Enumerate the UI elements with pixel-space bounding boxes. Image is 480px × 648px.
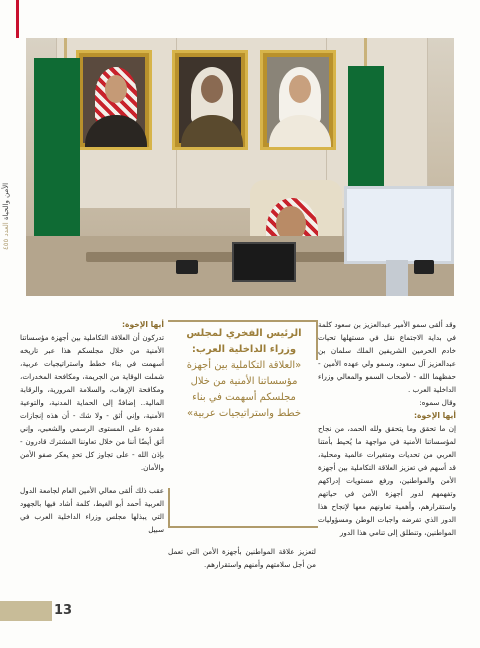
desk-phone-right — [414, 260, 434, 274]
right-paragraph-3: إن ما تحقق وما يتحقق ولله الحمد، من نجاح لمؤسساتنا الأمنية في مواجهة ما يُحيط بأمتنا العربي من تحديات ومتغيرات عالمية ومحلية، قد أسهم في تعزيز العلاقة التكاملية بين أجهزة الأمن والمواطنين، ورفع مستويات إدراكهم وتفهمهم لدور أجهزة الأمن في حياتهم واستقرارهم، وأهمية تعاونهم معها لإنجاح هذا الدور الذي تفرضه واجبات الوطن ومسؤوليات المواطنين، وتنطلق إلى تنامي هذا الدور — [318, 424, 456, 537]
left-paragraph-2: عقب ذلك ألقى معالي الأمين العام لجامعة الدول العربية أحمد أبو الغيط، كلمة أشاد فيها بالجهود التي يبذلها مجلس وزراء الداخلية العرب في سبيل — [20, 486, 164, 534]
middle-paragraph: لتعزيز علاقة المواطنين بأجهزة الأمن التي تعمل من أجل سلامتهم وأمنهم واستقرارهم. — [168, 547, 316, 569]
left-heading: أيها الإخوة: — [122, 320, 164, 329]
right-paragraph-2: وقال سموه: — [419, 398, 456, 407]
imac-stand — [386, 260, 408, 296]
imac-monitor — [344, 186, 454, 264]
left-column — [20, 318, 164, 536]
portrait-right — [260, 50, 336, 150]
issue-number: العدد ٤٥٥ — [2, 222, 10, 250]
side-red-bar — [16, 0, 19, 38]
quote-text: «العلاقة التكاملية بين أجهزة مؤسساتنا الأمنية من خلال مجلسكم أسهمت في بناء خطط واستراتيجيات عربية» — [186, 360, 302, 419]
right-heading: أيها الإخوة: — [414, 411, 456, 420]
running-header-text — [2, 150, 16, 250]
magazine-title: الأمن والحياة — [2, 182, 10, 220]
right-column — [318, 318, 456, 539]
page-number: 13 — [54, 603, 73, 618]
saudi-flag-right — [348, 66, 384, 206]
middle-column-text — [168, 545, 316, 571]
page-number-bar — [0, 601, 52, 621]
meeting-photo — [26, 38, 454, 296]
portrait-center — [172, 50, 248, 150]
portrait-left — [76, 50, 152, 150]
desk-monitor — [232, 242, 296, 282]
right-paragraph-1: وقد ألقى سمو الأمير عبدالعزيز بن سعود كلمة في بداية الاجتماع نقل في مستهلها تحيات خادم الحرمين الشريفين الملك سلمان بن عبدالعزيز آل سعود، وسمو ولي عهده الأمين - حفظهما الله - لأصحاب السمو والمعالي وزراء الداخلية العرب . — [318, 320, 456, 394]
pull-quote — [168, 320, 318, 528]
side-running-header — [0, 0, 20, 648]
left-paragraph-1: تدركون أن العلاقة التكاملية بين أجهزة مؤسساتنا الأمنية من خلال مجلسكم هذا عبر تاريخه أسهمت في بناء خطط واستراتيجيات عربية، شملت الوقاية من الجريمة، ومكافحة المخدرات، ومكافحة الإرهاب، والسلامة المرورية، والرقابة المالية.. إضافةً إلى الحماية المدنية، والتوعية الأمنية، وإني أثق - ولا شك - أن هذه إنجازات مقدرة على المستوى الرسمي والشعبي، وإني أثق أيضًا أننا من خلال تعاوننا المشترك قادرون - بإذن الله - على تجاوز كل تحدٍ يعكر صفو الأمن والأمان. — [20, 333, 164, 472]
quote-speaker: الرئيس الفخري لمجلس وزراء الداخلية العرب: — [186, 328, 302, 355]
desk-phone-left — [176, 260, 198, 274]
